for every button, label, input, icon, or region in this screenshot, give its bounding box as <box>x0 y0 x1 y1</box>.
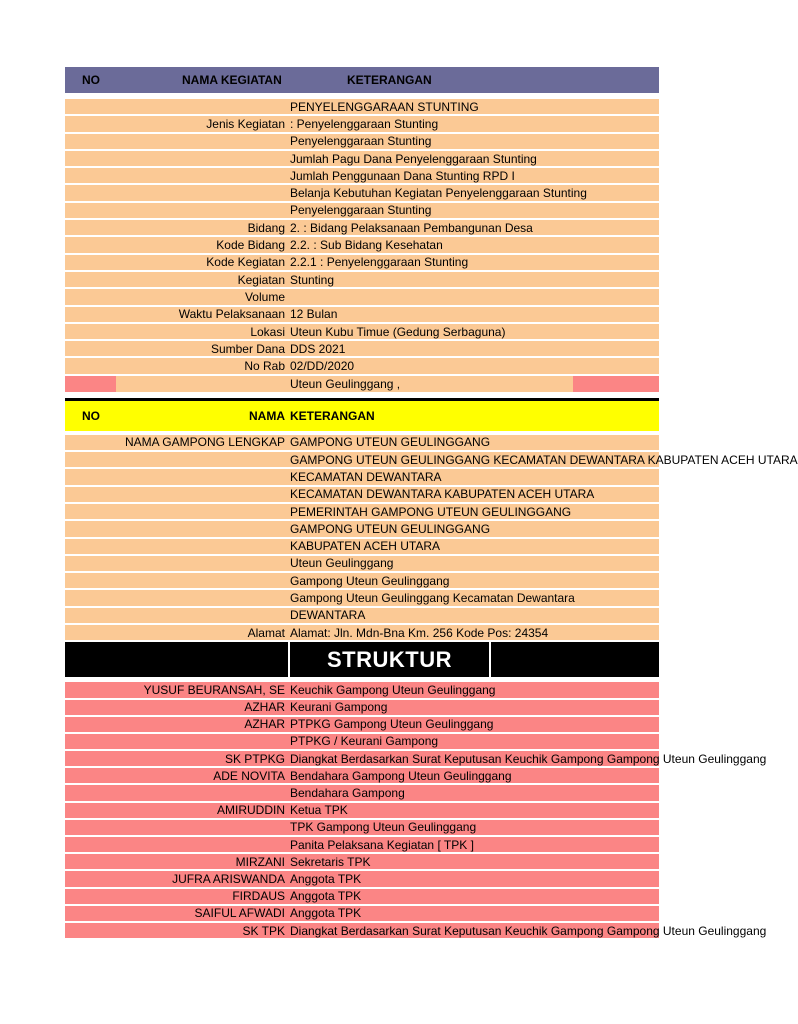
row-label <box>65 820 285 835</box>
row-value: Gampong Uteun Geulinggang <box>290 573 450 588</box>
table2-body <box>65 435 798 643</box>
row-label <box>65 504 285 519</box>
table2-header <box>65 401 659 431</box>
row-label: Bidang <box>247 220 285 235</box>
place-date: Uteun Geulinggang , <box>290 376 401 391</box>
struktur-row <box>65 751 767 768</box>
row-value: Keurani Gampong <box>290 700 388 715</box>
table2-row <box>65 452 798 469</box>
row-value: Penyelenggaraan Stunting <box>290 134 432 149</box>
table2-row <box>65 625 659 642</box>
row-label: SK TPK <box>242 923 285 938</box>
row-value: PTPKG Gampong Uteun Geulinggang <box>290 717 494 732</box>
row-value: PEMERINTAH GAMPONG UTEUN GEULINGGANG <box>290 504 572 519</box>
row-value: Stunting <box>290 272 335 287</box>
table2-row <box>65 487 659 504</box>
row-value: Keuchik Gampong Uteun Geulinggang <box>290 682 496 697</box>
table1-row <box>65 134 659 151</box>
row-value: DDS 2021 <box>290 341 346 356</box>
row-value: Anggota TPK <box>290 889 362 904</box>
struktur-row <box>65 717 659 734</box>
header-nama: NAMA <box>249 408 285 423</box>
struktur-row <box>65 906 659 923</box>
row-value: GAMPONG UTEUN GEULINGGANG KECAMATAN DEWANTARA KABUPATEN ACEH UTARA <box>290 452 798 467</box>
table1-row <box>65 255 659 272</box>
row-label: Lokasi <box>250 324 285 339</box>
row-value <box>290 289 659 304</box>
row-value: Gampong Uteun Geulinggang Kecamatan Dewantara <box>290 591 575 606</box>
table2-row <box>65 435 659 452</box>
row-value: PTPKG / Keurani Gampong <box>290 734 439 749</box>
table1-row <box>65 99 659 116</box>
struktur-row <box>65 682 659 699</box>
row-label: Alamat <box>247 625 285 640</box>
row-value: Anggota TPK <box>290 906 362 921</box>
struktur-row <box>65 803 659 820</box>
row-value: Alamat: Jln. Mdn-Bna Km. 256 Kode Pos: 24354 <box>290 625 549 640</box>
row-label: AMIRUDDIN <box>217 803 285 818</box>
row-value: Bendahara Gampong Uteun Geulinggang <box>290 768 512 783</box>
row-value: 12 Bulan <box>290 307 338 322</box>
row-label: SK PTPKG <box>224 751 285 766</box>
header-no: NO <box>82 73 100 87</box>
row-value: KABUPATEN ACEH UTARA <box>290 539 441 554</box>
table1-row <box>65 237 659 254</box>
row-value: Diangkat Berdasarkan Surat Keputusan Keuchik Gampong Gampong Uteun Geulinggang <box>290 923 767 938</box>
row-label <box>65 487 285 502</box>
header-keterangan-2: KETERANGAN <box>290 408 375 423</box>
table2-row <box>65 556 659 573</box>
row-label <box>65 134 285 149</box>
row-label: NAMA GAMPONG LENGKAP <box>124 435 285 450</box>
row-label: Jenis Kegiatan <box>206 116 285 131</box>
row-value: 2.2.1 : Penyelenggaraan Stunting <box>290 255 469 270</box>
row-value: Bendahara Gampong <box>290 786 405 801</box>
row-label <box>65 203 285 218</box>
place-date-row <box>65 376 659 394</box>
header-nama-kegiatan: NAMA KEGIATAN <box>182 73 282 87</box>
table2-row <box>65 469 659 486</box>
row-label: No Rab <box>244 359 285 374</box>
row-value: Jumlah Penggunaan Dana Stunting RPD I <box>290 168 515 183</box>
struktur-row <box>65 734 659 751</box>
row-label: Kegiatan <box>237 272 285 287</box>
table1-row <box>65 151 659 168</box>
table1-row <box>65 220 659 237</box>
struktur-row <box>65 785 659 802</box>
row-value: 2.2. : Sub Bidang Kesehatan <box>290 238 443 253</box>
struktur-row <box>65 700 659 717</box>
row-label: FIRDAUS <box>232 889 285 904</box>
row-label: AZHAR <box>244 700 285 715</box>
row-label <box>65 469 285 484</box>
table1-body <box>65 99 659 376</box>
row-label: Kode Kegiatan <box>206 255 285 270</box>
row-value: Uteun Kubu Timue (Gedung Serbaguna) <box>290 324 506 339</box>
row-label <box>65 539 285 554</box>
table1-row <box>65 272 659 289</box>
table2-row <box>65 590 659 607</box>
table2-row <box>65 573 659 590</box>
table1-row <box>65 358 659 375</box>
row-label <box>65 556 285 571</box>
table2-row <box>65 539 659 556</box>
row-value: TPK Gampong Uteun Geulinggang <box>290 820 477 835</box>
row-value: Anggota TPK <box>290 871 362 886</box>
row-value: 2. : Bidang Pelaksanaan Pembangunan Desa <box>290 220 533 235</box>
salmon-block-left <box>65 376 116 392</box>
table2-row <box>65 504 659 521</box>
table1-row <box>65 168 659 185</box>
salmon-block-right <box>573 376 659 392</box>
row-label <box>65 151 285 166</box>
struktur-row <box>65 923 767 940</box>
struktur-row <box>65 854 659 871</box>
row-label <box>65 837 285 852</box>
table1-row <box>65 203 659 220</box>
row-label <box>65 573 285 588</box>
row-label: ADE NOVITA <box>213 768 285 783</box>
row-value: KECAMATAN DEWANTARA KABUPATEN ACEH UTARA <box>290 487 595 502</box>
row-label: Sumber Dana <box>210 341 285 356</box>
struktur-row <box>65 837 659 854</box>
row-label: JUFRA ARISWANDA <box>172 871 285 886</box>
row-label <box>65 185 285 200</box>
table1-row <box>65 341 659 358</box>
spreadsheet <box>65 67 798 940</box>
header-keterangan: KETERANGAN <box>347 73 432 87</box>
row-label <box>65 521 285 536</box>
table1-row <box>65 307 659 324</box>
row-value: KECAMATAN DEWANTARA <box>290 469 442 484</box>
row-value: 02/DD/2020 <box>290 359 355 374</box>
row-value: Panita Pelaksana Kegiatan [ TPK ] <box>290 837 474 852</box>
table2-row <box>65 608 659 625</box>
row-value: DEWANTARA <box>290 608 366 623</box>
row-label <box>65 608 285 623</box>
row-value: Sekretaris TPK <box>290 854 371 869</box>
row-value: GAMPONG UTEUN GEULINGGANG <box>290 435 491 450</box>
row-label <box>65 734 285 749</box>
row-label <box>65 452 285 467</box>
row-label <box>65 168 285 183</box>
table2-row <box>65 521 659 538</box>
row-value: Belanja Kebutuhan Kegiatan Penyelenggaraan Stunting <box>290 186 587 201</box>
struktur-row <box>65 820 659 837</box>
row-label <box>65 785 285 800</box>
table1-row <box>65 116 659 133</box>
row-label: YUSUF BEURANSAH, SE <box>143 682 285 697</box>
row-label: SAIFUL AFWADI <box>194 906 285 921</box>
struktur-row <box>65 768 659 785</box>
row-label: Volume <box>244 289 285 304</box>
struktur-row <box>65 871 659 888</box>
struktur-banner <box>65 642 659 679</box>
row-value: Ketua TPK <box>290 803 348 818</box>
row-label: Waktu Pelaksanaan <box>178 307 285 322</box>
row-value: : Penyelenggaraan Stunting <box>290 116 439 131</box>
struktur-row <box>65 889 659 906</box>
header-no-2: NO <box>82 408 100 423</box>
row-label <box>65 590 285 605</box>
table1-header <box>65 67 659 93</box>
struktur-title: STRUKTUR <box>288 642 491 677</box>
row-value: Uteun Geulinggang <box>290 556 394 571</box>
row-value: Penyelenggaraan Stunting <box>290 203 432 218</box>
struktur-body <box>65 682 767 940</box>
row-label: AZHAR <box>244 717 285 732</box>
row-value: GAMPONG UTEUN GEULINGGANG <box>290 521 491 536</box>
row-value: Jumlah Pagu Dana Penyelenggaraan Stunting <box>290 151 537 166</box>
row-value: PENYELENGGARAAN STUNTING <box>290 99 479 114</box>
row-label <box>65 99 285 114</box>
table1-row <box>65 324 659 341</box>
table1-row <box>65 289 659 306</box>
row-label: MIRZANI <box>235 854 285 869</box>
row-label: Kode Bidang <box>216 238 285 253</box>
row-value: Diangkat Berdasarkan Surat Keputusan Keuchik Gampong Gampong Uteun Geulinggang <box>290 751 767 766</box>
table1-row <box>65 185 659 202</box>
